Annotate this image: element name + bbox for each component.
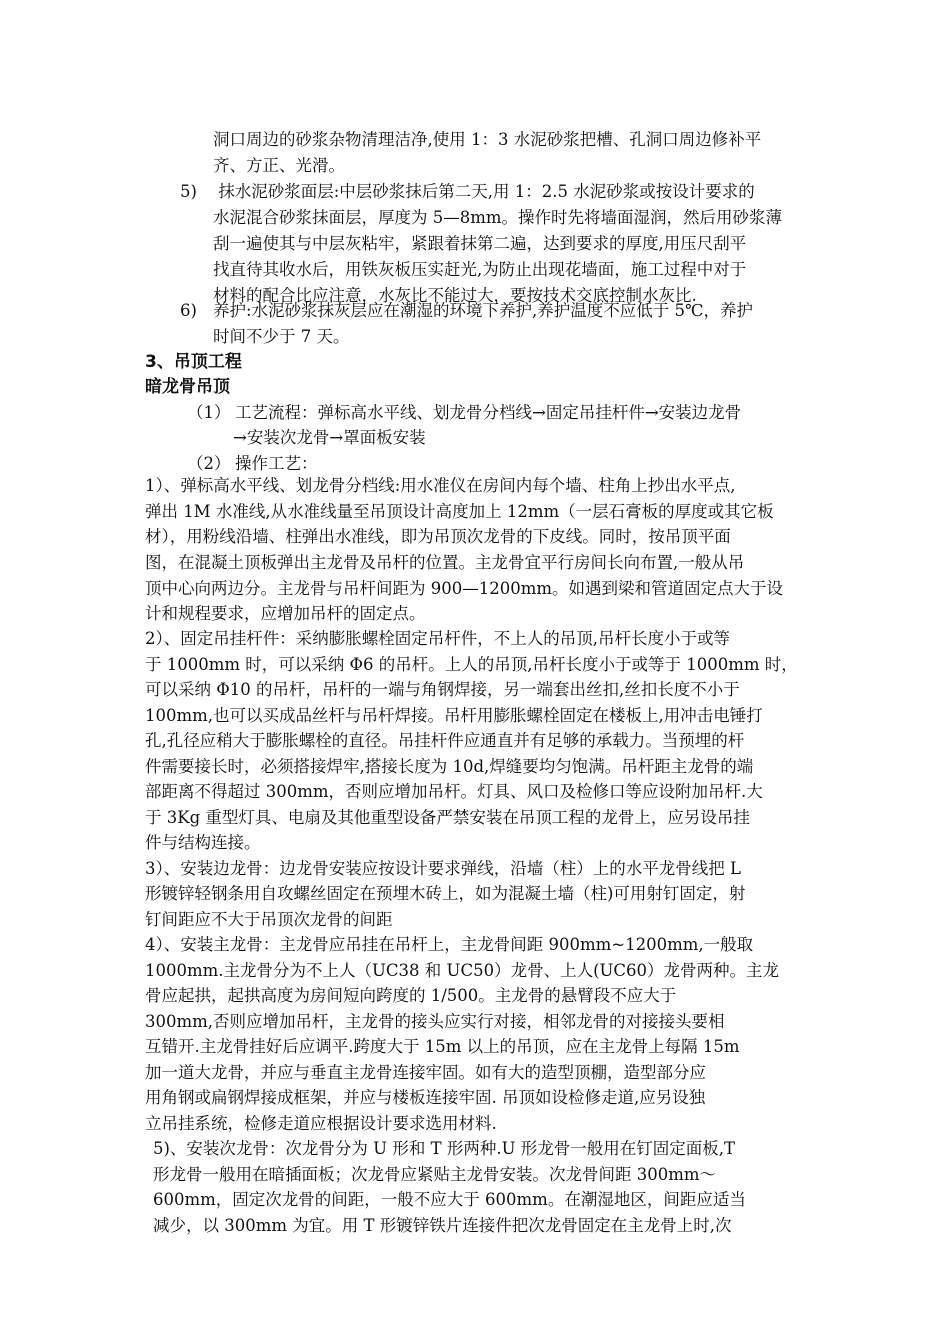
step-number: （2） bbox=[187, 454, 231, 473]
text-line: 100mm,也可以买成品丝杆与吊杆焊接。吊杆用膨胀螺栓固定在楼板上,用冲击电锤打 bbox=[145, 706, 763, 725]
text-line: 时间不少于 7 天。 bbox=[213, 327, 350, 346]
text-line: 找直待其收水后，用铁灰板压实赶光,为防止出现花墙面，施工过程中对于 bbox=[213, 260, 747, 279]
step-1 bbox=[187, 400, 741, 426]
section-heading: 3、吊顶工程 bbox=[145, 352, 242, 372]
list-number: 6) bbox=[180, 301, 197, 320]
text-line: 5)、安装次龙骨：次龙骨分为 U 形和 T 形两种.U 形龙骨一般用在钉固定面板,T bbox=[153, 1139, 735, 1158]
text-line: 互错开.主龙骨挂好后应调平.跨度大于 15m 以上的吊顶，应在主龙骨上每隔 15m bbox=[145, 1037, 740, 1056]
step-number: （1） bbox=[187, 403, 231, 422]
text-line: 300mm,否则应增加吊杆，主龙骨的接头应实行对接，相邻龙骨的对接接头要相 bbox=[145, 1012, 725, 1031]
text-line: 1000mm.主龙骨分为不上人（UC38 和 UC50）龙骨、上人(UC60）龙骨两种。主龙 bbox=[145, 961, 780, 980]
text-line: 计和规程要求，应增加吊杆的固定点。 bbox=[145, 604, 426, 623]
text-line: 钉间距应不大于吊顶次龙骨的间距 bbox=[145, 910, 393, 929]
list-item-5 bbox=[180, 179, 755, 205]
text-line: 加一道大龙骨，并应与垂直主龙骨连接牢固。如有大的造型顶棚，造型部分应 bbox=[145, 1063, 706, 1082]
text-line: 水泥混合砂浆抹面层，厚度为 5—8mm。操作时先将墙面湿润，然后用砂浆薄 bbox=[213, 208, 783, 227]
text-line: 材），用粉线沿墙、柱弹出水准线，即为吊顶次龙骨的下皮线。同时，按吊顶平面 bbox=[145, 527, 731, 546]
text-line: 于 3Kg 重型灯具、电扇及其他重型设备严禁安装在吊顶工程的龙骨上，应另设吊挂 bbox=[145, 808, 750, 827]
text-line: 件与结构连接。 bbox=[145, 833, 261, 852]
text-line: 工艺流程：弹标高水平线、划龙骨分档线→固定吊挂杆件→安装边龙骨 bbox=[235, 403, 742, 422]
text-line: 操作工艺： bbox=[235, 454, 318, 473]
text-line: 齐、方正、光滑。 bbox=[213, 156, 345, 175]
text-line: 养护:水泥砂浆抹灰层应在潮湿的环境下养护,养护温度不应低于 5℃，养护 bbox=[213, 301, 754, 320]
text-line: 孔,孔径应稍大于膨胀螺栓的直径。吊挂杆件应通直并有足够的承载力。当预埋的杆 bbox=[145, 731, 745, 750]
text-line: 形龙骨一般用在暗插面板；次龙骨应紧贴主龙骨安装。次龙骨间距 300mm～ bbox=[153, 1165, 717, 1184]
text-line: 1）、弹标高水平线、划龙骨分档线:用水准仪在房间内每个墙、柱角上抄出水平点, bbox=[145, 476, 736, 495]
list-item-6 bbox=[180, 298, 753, 324]
list-number: 5) bbox=[180, 182, 197, 201]
text-line: 刮一遍使其与中层灰粘牢，紧跟着抹第二遍，达到要求的厚度,用压尺刮平 bbox=[213, 234, 747, 253]
text-line: 用角钢或扁钢焊接成框架，并应与楼板连接牢固. 吊顶如设检修走道,应另设独 bbox=[145, 1088, 706, 1107]
text-line: 弹出 1M 水准线,从水准线量至吊顶设计高度加上 12mm（一层石膏板的厚度或其它板 bbox=[145, 502, 774, 521]
sub-heading: 暗龙骨吊顶 bbox=[145, 377, 230, 397]
text-line: →安装次龙骨→罩面板安装 bbox=[233, 428, 426, 447]
text-line: 图，在混凝土顶板弹出主龙骨及吊杆的位置。主龙骨宜平行房间长向布置,一般从吊 bbox=[145, 553, 745, 572]
text-line: 立吊挂系统，检修走道应根据设计要求选用材料. bbox=[145, 1114, 497, 1133]
text-line: 件需要接长时，必须搭接焊牢,搭接长度为 10d,焊缝要均匀饱满。吊杆距主龙骨的端 bbox=[145, 757, 754, 776]
text-line: 顶中心向两边分。主龙骨与吊杆间距为 900—1200mm。如遇到梁和管道固定点大于设 bbox=[145, 579, 784, 598]
text-line: 骨应起拱，起拱高度为房间短向跨度的 1/500。主龙骨的悬臂段不应大于 bbox=[145, 986, 677, 1005]
text-line: 抹水泥砂浆面层:中层砂浆抹后第二天,用 1：2.5 水泥砂浆或按设计要求的 bbox=[213, 182, 755, 201]
text-line: 600mm，固定次龙骨的间距，一般不应大于 600mm。在潮湿地区，间距应适当 bbox=[153, 1190, 746, 1209]
text-line: 2）、固定吊挂杆件：采纳膨胀螺栓固定吊杆件，不上人的吊顶,吊杆长度小于或等 bbox=[145, 629, 730, 648]
text-line: 形镀锌轻钢条用自攻螺丝固定在预埋木砖上，如为混凝土墙（柱)可用射钉固定，射 bbox=[145, 884, 746, 903]
text-line: 材料的配合比应注意，水灰比不能过大，要按技术交底控制水灰比. bbox=[213, 286, 697, 305]
text-line: 4）、安装主龙骨：主龙骨应吊挂在吊杆上，主龙骨间距 900mm~1200mm,一般取 bbox=[145, 935, 754, 954]
text-line: 于 1000mm 时，可以采纳 Φ6 的吊杆。上人的吊顶,吊杆长度小于或等于 1000mm 时， bbox=[145, 655, 798, 674]
text-line: 3）、安装边龙骨：边龙骨安装应按设计要求弹线，沿墙（柱）上的水平龙骨线把 L bbox=[145, 859, 741, 878]
text-line: 洞口周边的砂浆杂物清理洁净,使用 1：3 水泥砂浆把槽、孔洞口周边修补平 bbox=[213, 130, 762, 149]
text-line: 部距离不得超过 300mm，否则应增加吊杆。灯具、风口及检修口等应设附加吊杆.大 bbox=[145, 782, 763, 801]
text-line: 可以采纳 Φ10 的吊杆，吊杆的一端与角钢焊接，另一端套出丝扣,丝扣长度不小于 bbox=[145, 680, 740, 699]
text-line: 减少，以 300mm 为宜。用 T 形镀锌铁片连接件把次龙骨固定在主龙骨上时,次 bbox=[153, 1216, 732, 1235]
